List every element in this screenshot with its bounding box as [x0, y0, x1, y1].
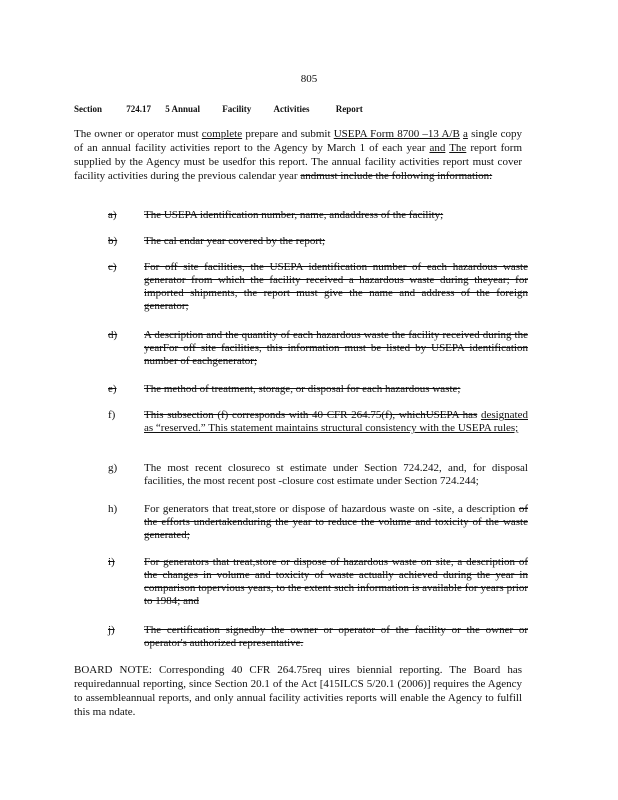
- item-text: [144, 409, 528, 435]
- item-label: f): [108, 409, 116, 421]
- deleted-text: This subsection (f) corresponds with 40 CFR 264.75(f), whichUSEPA has: [144, 409, 478, 421]
- section-heading: [74, 104, 363, 114]
- item-label: h): [108, 503, 118, 515]
- intro-text: The owner or operator must: [74, 128, 202, 140]
- inserted-text: and: [429, 142, 446, 154]
- item-text: The cal endar year covered by the report;: [144, 235, 326, 247]
- inserted-text: USEPA Form 8700 –13 A/B: [333, 128, 460, 140]
- item-text: The USEPA identification number, name, andaddress of the facility;: [144, 209, 444, 221]
- deleted-text: of the efforts undertakenduring the year to reduce the volume and toxicity of the waste generated;: [144, 503, 529, 541]
- item-label: b): [108, 235, 118, 247]
- section-title-word: Facility: [222, 104, 252, 114]
- item-label: j): [108, 624, 115, 636]
- intro-text: report form supplied by the Agency must be usedfor this report. The annual facility activities report must cover facility activities during the previous calendar year: [74, 142, 522, 182]
- section-title-word: 5 Annual: [165, 104, 201, 114]
- item-label: g): [108, 462, 118, 474]
- item-label: a): [108, 209, 117, 221]
- intro-paragraph: [74, 127, 522, 183]
- page-number: 805: [300, 73, 318, 85]
- section-label: Section: [74, 104, 102, 114]
- section-title-word: Report: [335, 104, 363, 114]
- item-text: The most recent closureco st estimate under Section 724.242, and, for disposal facilities, the most recent post -closure cost estimate under Section 724.244;: [144, 462, 528, 487]
- deleted-text: andmust include the following information:: [300, 170, 493, 182]
- item-text: A description and the quantity of each hazardous waste the facility received during the yearFor off site facilities, this information must be listed by USEPA identification number of eachgenerator;: [144, 329, 528, 367]
- item-label: i): [108, 556, 115, 568]
- item-label: d): [108, 329, 118, 341]
- inserted-text: designated as “reserved.” This statement maintains structural consistency with the USEPA rules;: [144, 409, 528, 434]
- item-text: The method of treatment, storage, or disposal for each hazardous waste;: [144, 383, 461, 395]
- item-text: For generators that treat,store or dispose of hazardous waste on site, a description of the changes in volume and toxicity of waste actually achieved during the year in comparison topervious years, to the extent such information is available for years prior to 1984; and: [144, 556, 528, 607]
- inserted-text: a: [463, 128, 468, 140]
- item-text: For off site facilities, the USEPA identification number of each hazardous waste generator from which the facility received a hazardous waste during theyear; for imported shipments, the report must give the name and address of the foreign generator;: [144, 261, 528, 312]
- section-title-word: Activities: [273, 104, 310, 114]
- board-note: BOARD NOTE: Corresponding 40 CFR 264.75req uires biennial reporting. The Board has requiredannual reporting, since Section 20.1 of the Act [415ILCS 5/20.1 (2006)] requires the Agency to assembleannual reports, and only annual facility activities reports will enable the Agency to fulfill this ma ndate.: [74, 664, 522, 718]
- inserted-text: The: [449, 142, 467, 154]
- item-text: The certification signedby the owner or operator of the facility or the owner or operator's authorized representative.: [144, 624, 528, 649]
- inserted-text: complete: [201, 128, 243, 140]
- item-label: c): [108, 261, 117, 273]
- section-number: 724.17: [126, 104, 151, 114]
- intro-text: single copy of an annual facility activities report to the Agency by March 1 of each year: [74, 128, 522, 154]
- intro-text: prepare and submit: [242, 128, 334, 140]
- item-text: [144, 503, 528, 542]
- item-label: e): [108, 383, 117, 395]
- item-plain-text: For generators that treat,store or dispose of hazardous waste on -site, a description: [144, 503, 516, 515]
